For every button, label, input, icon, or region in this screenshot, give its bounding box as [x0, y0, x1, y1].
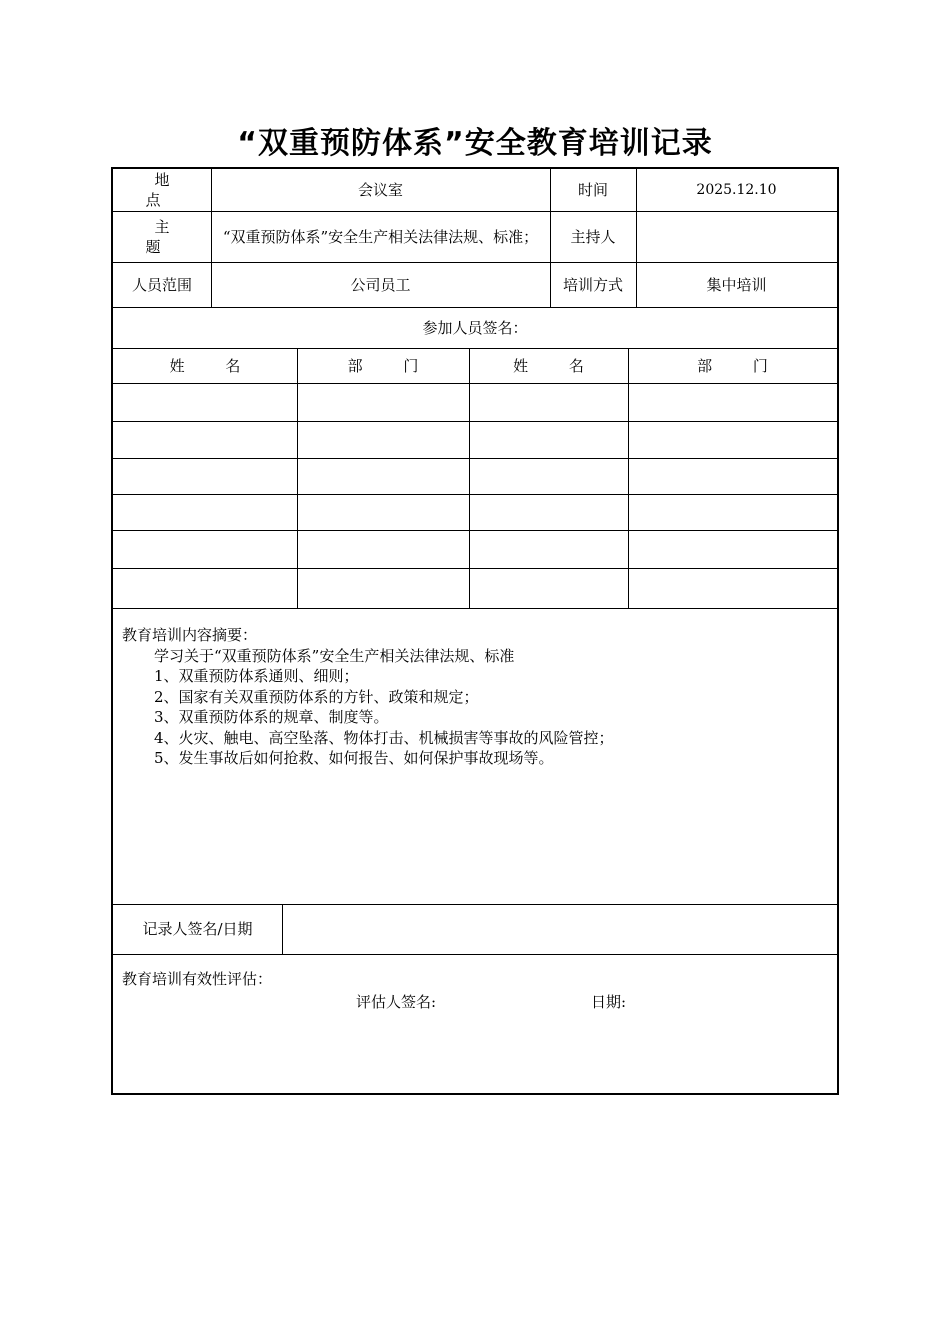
signature-cell[interactable] — [113, 530, 297, 568]
column-header-department: 部 门 — [347, 356, 437, 375]
scope-label: 人员范围 — [131, 275, 192, 294]
column-header-department: 部 门 — [697, 356, 786, 375]
signature-cell[interactable] — [628, 494, 837, 530]
signature-cell[interactable] — [628, 421, 837, 458]
signature-cell[interactable] — [628, 458, 837, 494]
signature-cell[interactable] — [113, 494, 297, 530]
signature-cell[interactable] — [628, 383, 837, 421]
signature-cell[interactable] — [469, 458, 628, 494]
summary-item: 2、国家有关双重预防体系的方针、政策和规定； — [154, 687, 479, 706]
training-summary — [122, 625, 614, 769]
signature-cell[interactable] — [297, 530, 469, 568]
summary-item: 3、双重预防体系的规章、制度等。 — [154, 708, 389, 726]
method-value: 集中培训 — [706, 275, 767, 294]
signature-cell[interactable] — [113, 421, 297, 458]
signature-cell[interactable] — [628, 530, 837, 568]
evaluator-signature-label: 评估人签名: — [356, 993, 437, 1011]
time-value: 2025.12.10 — [696, 182, 777, 198]
summary-item: 1、双重预防体系通则、细则； — [154, 667, 359, 685]
signature-cell[interactable] — [469, 383, 628, 421]
method-label: 培训方式 — [562, 275, 623, 294]
signature-cell[interactable] — [297, 383, 469, 421]
signature-cell[interactable] — [469, 568, 628, 608]
row-divider — [113, 954, 837, 955]
signature-cell[interactable] — [113, 568, 297, 608]
summary-item: 5、发生事故后如何抢救、如何报告、如何保护事故现场等。 — [154, 749, 554, 767]
topic-value: “双重预防体系”安全生产相关法律法规、标准； — [222, 227, 539, 246]
training-record-form — [111, 167, 839, 1095]
host-value[interactable] — [636, 211, 837, 262]
time-label: 时间 — [577, 181, 608, 199]
attendance-heading: 参加人员签名： — [422, 318, 528, 337]
row-divider — [113, 608, 837, 609]
signature-cell[interactable] — [628, 568, 837, 608]
signature-cell[interactable] — [297, 458, 469, 494]
scope-value: 公司员工 — [350, 275, 411, 294]
recorder-label: 记录人签名/日期 — [142, 920, 253, 938]
signature-cell[interactable] — [469, 530, 628, 568]
signature-cell[interactable] — [469, 494, 628, 530]
column-header-name: 姓 名 — [169, 356, 259, 375]
signature-cell[interactable] — [297, 494, 469, 530]
signature-cell[interactable] — [113, 383, 297, 421]
host-label: 主持人 — [570, 227, 616, 246]
summary-label: 教育培训内容摘要： — [122, 626, 258, 644]
recorder-value[interactable] — [282, 904, 837, 954]
signature-cell[interactable] — [469, 421, 628, 458]
page-title: “双重预防体系”安全教育培训记录 — [237, 126, 713, 161]
summary-intro: 学习关于“双重预防体系”安全生产相关法律法规、标准 — [154, 646, 515, 665]
location-value: 会议室 — [357, 181, 403, 199]
evaluation-date-label: 日期: — [591, 993, 627, 1011]
signature-cell[interactable] — [297, 568, 469, 608]
signature-cell[interactable] — [113, 458, 297, 494]
column-header-name: 姓 名 — [513, 356, 602, 375]
location-label: 地 点 — [145, 171, 188, 209]
evaluation-label: 教育培训有效性评估： — [122, 970, 273, 988]
summary-item: 4、火灾、触电、高空坠落、物体打击、机械损害等事故的风险管控； — [154, 728, 614, 747]
signature-cell[interactable] — [297, 421, 469, 458]
topic-label: 主 题 — [145, 217, 188, 256]
